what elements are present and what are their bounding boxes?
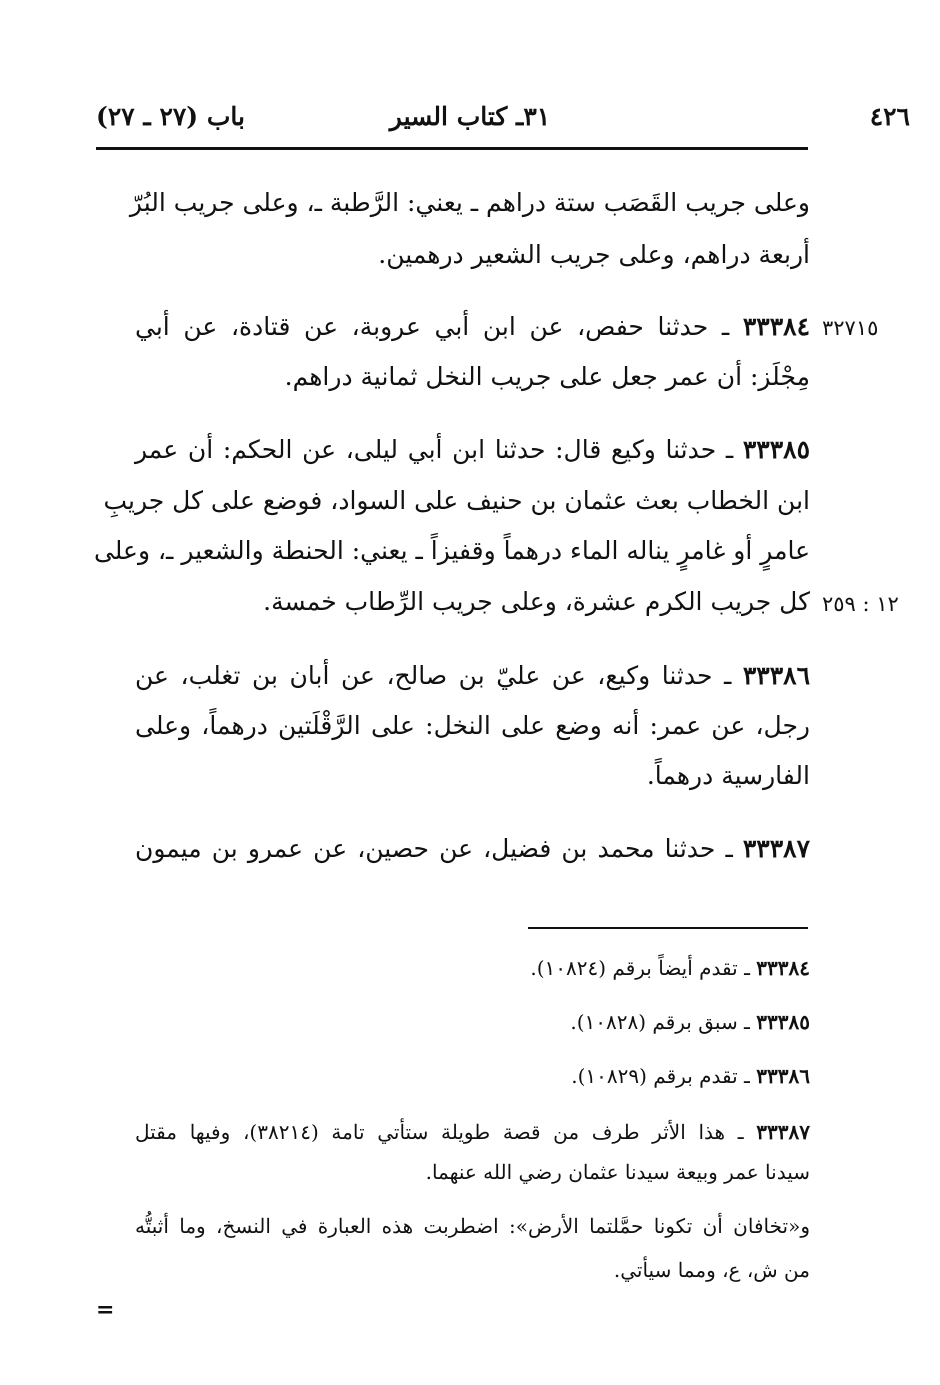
footnote-33386 (135, 1066, 810, 1086)
footnote-text: ـ سبق برقم (١٠٨٢٨). (570, 1010, 757, 1034)
header-rule (96, 147, 808, 150)
margin-reference: ١٢ : ٢٥٩ (822, 592, 899, 616)
hadith-33385-line-1 (135, 437, 810, 462)
hadith-33387-line-1 (135, 836, 810, 861)
page-number: ٤٢٦ (869, 102, 910, 131)
hadith-number: ٣٣٣٨٦ (742, 661, 810, 690)
footnote-33387-line-1 (135, 1122, 810, 1142)
footnote-number: ٣٣٣٨٧ (756, 1120, 810, 1144)
footnote-text: ـ تقدم أيضاً برقم (١٠٨٢٤). (530, 956, 757, 980)
hadith-33384-line-2: مِجْلَز: أن عمر جعل على جريب النخل ثمانية دراهم. (284, 362, 810, 391)
hadith-number: ٣٣٣٨٤ (742, 312, 810, 341)
margin-reference: ٣٢٧١٥ (822, 316, 879, 340)
footnote-33384 (135, 958, 810, 978)
footnote-separator (528, 927, 808, 929)
footnote-33387-line-2: سيدنا عمر وبيعة سيدنا عثمان رضي الله عنهما. (425, 1160, 810, 1184)
footnote-number: ٣٣٣٨٦ (756, 1064, 810, 1088)
footnote-33385 (135, 1012, 810, 1032)
hadith-text: ـ حدثنا وكيع قال: حدثنا ابن أبي ليلى، عن الحكم: أن عمر (135, 435, 743, 464)
hadith-33386-line-3: الفارسية درهماً. (646, 761, 810, 790)
hadith-33386-line-1 (135, 663, 810, 688)
chapter-label: باب (٢٧ ـ ٢٧) (96, 102, 245, 131)
footnote-text: ـ تقدم برقم (١٠٨٢٩). (571, 1064, 757, 1088)
hadith-33385-line-4: كل جريب الكرم عشرة، وعلى جريب الرِّطاب خمسة. (263, 587, 810, 616)
intro-line-1: وعلى جريب القَصَب ستة دراهم ـ يعني: الرَّطبة ـ، وعلى جريب البُرّ (129, 188, 810, 217)
hadith-33385-line-2: ابن الخطاب بعث عثمان بن حنيف على السواد، فوضع على كل جريبِ (103, 486, 810, 515)
hadith-text: ـ حدثنا حفص، عن ابن أبي عروبة، عن قتادة، عن أبي (135, 312, 743, 341)
hadith-33384-line-1 (135, 314, 810, 339)
hadith-text: ـ حدثنا وكيع، عن عليّ بن صالح، عن أبان بن تغلب، عن (135, 661, 743, 690)
hadith-33385-line-3: عامرٍ أو غامرٍ يناله الماء درهماً وقفيزاً ـ يعني: الحنطة والشعير ـ، وعلى (93, 536, 810, 565)
hadith-text: ـ حدثنا محمد بن فضيل، عن حصين، عن عمرو بن ميمون (135, 834, 743, 863)
book-title: ٣١ـ كتاب السير (389, 102, 551, 131)
hadith-number: ٣٣٣٨٥ (742, 435, 810, 464)
footnote-number: ٣٣٣٨٤ (756, 956, 810, 980)
hadith-number: ٣٣٣٨٧ (742, 834, 810, 863)
footnote-text: ـ هذا الأثر طرف من قصة طويلة ستأتي تامة (٣٨٢١٤)، وفيها مقتل (135, 1120, 757, 1144)
footnote-note-line-2: من ش، ع، ومما سيأتي. (613, 1258, 810, 1282)
continuation-mark: = (96, 1297, 115, 1323)
hadith-33386-line-2: رجل، عن عمر: أنه وضع على النخل: على الرَّقْلَتين درهماً، وعلى (135, 711, 810, 740)
footnote-note-line-1: و«تخافان أن تكونا حمَّلتما الأرض»: اضطربت هذه العبارة في النسخ، وما أثبتُّه (135, 1214, 810, 1238)
intro-line-2: أربعة دراهم، وعلى جريب الشعير درهمين. (378, 240, 810, 269)
footnote-number: ٣٣٣٨٥ (756, 1010, 810, 1034)
